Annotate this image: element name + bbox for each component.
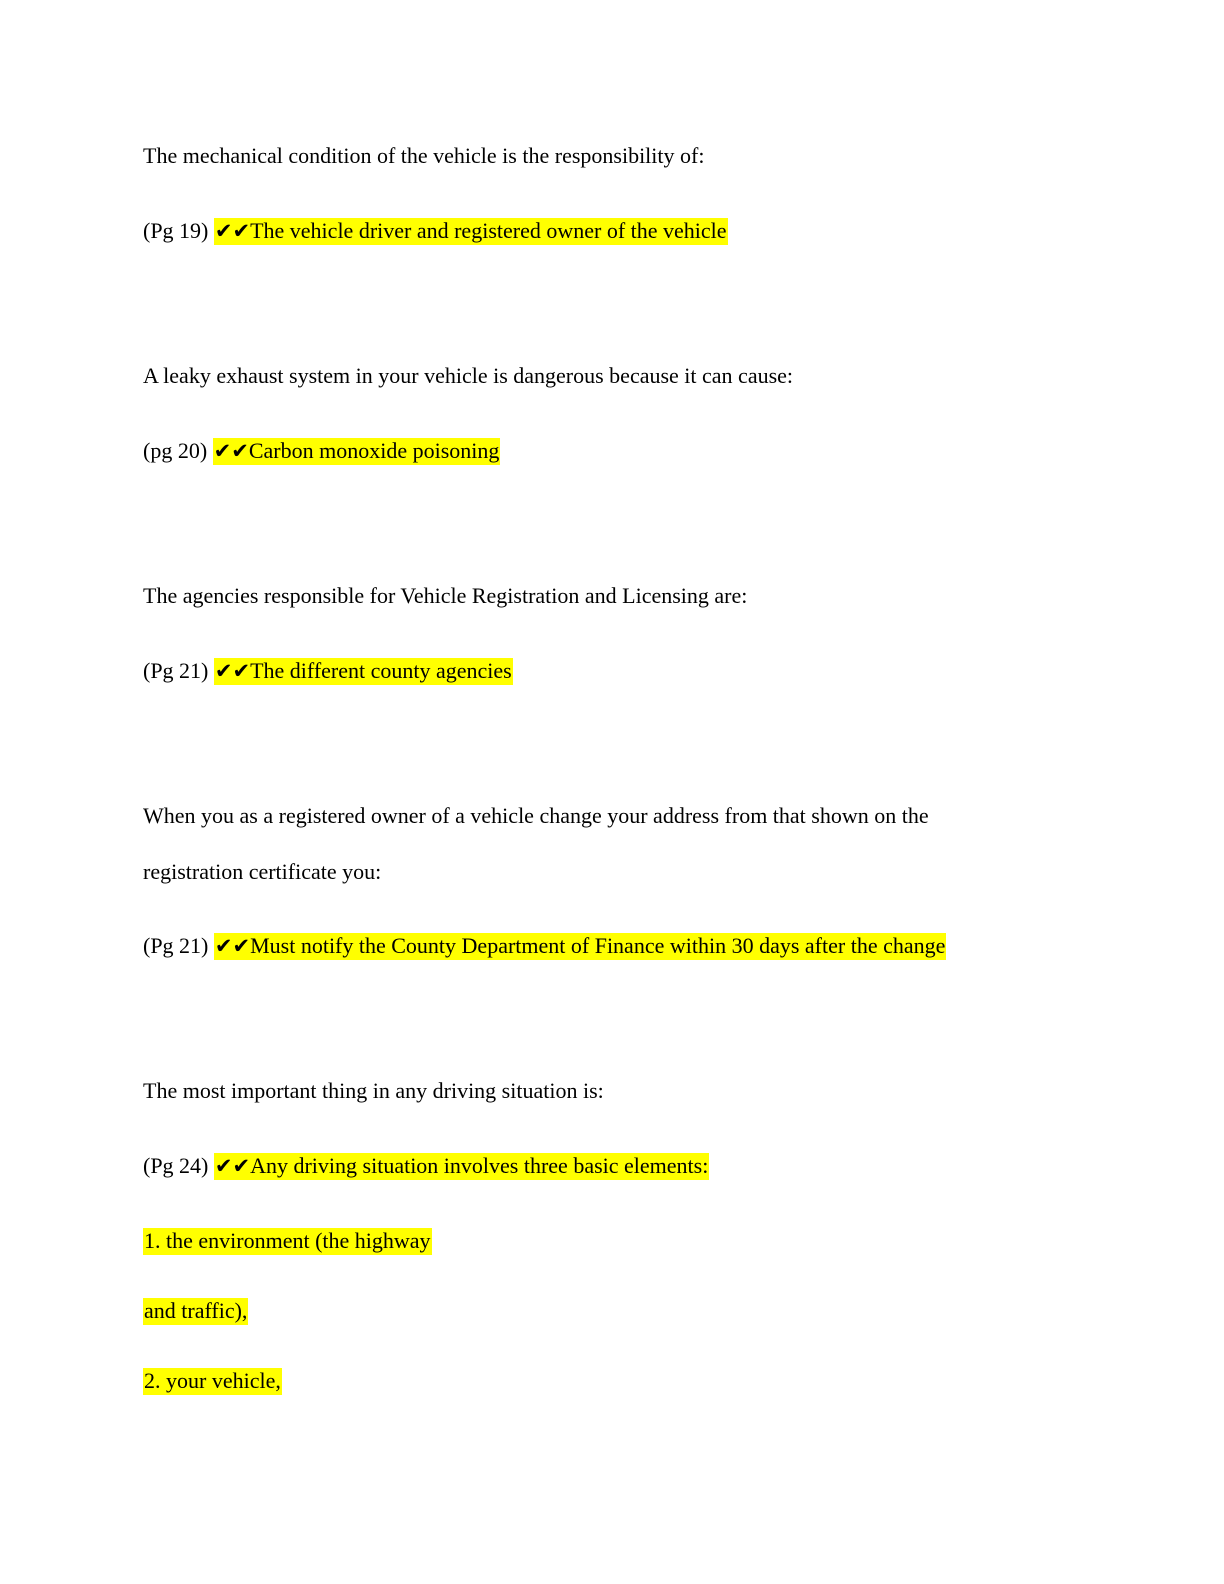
answer-5 (143, 1151, 709, 1181)
answer-4 (143, 931, 946, 961)
answer-1-ref: (Pg 19) (143, 218, 209, 243)
answer-2 (143, 436, 500, 466)
answer-4-text: Must notify the County Department of Finance within 30 days after the change (250, 933, 946, 958)
answer-1-text: The vehicle driver and registered owner of the vehicle (250, 218, 727, 243)
answer-1 (143, 216, 728, 246)
list-item (143, 1296, 248, 1326)
list-item (143, 1366, 282, 1396)
double-check-icon: ✔✔ (214, 934, 251, 958)
question-3 (143, 581, 747, 611)
answer-5-ref: (Pg 24) (143, 1153, 209, 1178)
list-item-text: 2. your vehicle, (144, 1368, 281, 1393)
question-1-text: The mechanical condition of the vehicle is the responsibility of: (143, 143, 705, 168)
answer-5-highlight (214, 1153, 709, 1180)
question-1 (143, 141, 704, 171)
answer-3-text: The different county agencies (250, 658, 512, 683)
double-check-icon: ✔✔ (214, 219, 251, 243)
question-4-text-2: registration certificate you: (143, 859, 382, 884)
list-item (143, 1226, 432, 1256)
question-4-text-1: When you as a registered owner of a vehicle change your address from that shown on the (143, 803, 929, 828)
double-check-icon: ✔✔ (214, 659, 251, 683)
question-2 (143, 361, 793, 391)
list-item-text: 1. the environment (the highway (144, 1228, 431, 1253)
answer-3-highlight (214, 658, 513, 685)
question-5-text: The most important thing in any driving situation is: (143, 1078, 604, 1103)
question-3-text: The agencies responsible for Vehicle Registration and Licensing are: (143, 583, 748, 608)
answer-3-ref: (Pg 21) (143, 658, 209, 683)
question-2-text: A leaky exhaust system in your vehicle is dangerous because it can cause: (143, 363, 794, 388)
answer-3 (143, 656, 513, 686)
answer-5-text: Any driving situation involves three basic elements: (250, 1153, 709, 1178)
question-4-line-1 (143, 801, 929, 831)
answer-1-highlight (214, 218, 728, 245)
answer-4-highlight (214, 933, 946, 960)
answer-2-text: Carbon monoxide poisoning (248, 438, 500, 463)
list-item-text: and traffic), (144, 1298, 248, 1323)
answer-2-ref: (pg 20) (143, 438, 208, 463)
double-check-icon: ✔✔ (213, 439, 249, 463)
question-4-line-2 (143, 857, 381, 887)
answer-2-highlight (213, 438, 501, 465)
double-check-icon: ✔✔ (214, 1154, 251, 1178)
question-5 (143, 1076, 604, 1106)
answer-4-ref: (Pg 21) (143, 933, 209, 958)
